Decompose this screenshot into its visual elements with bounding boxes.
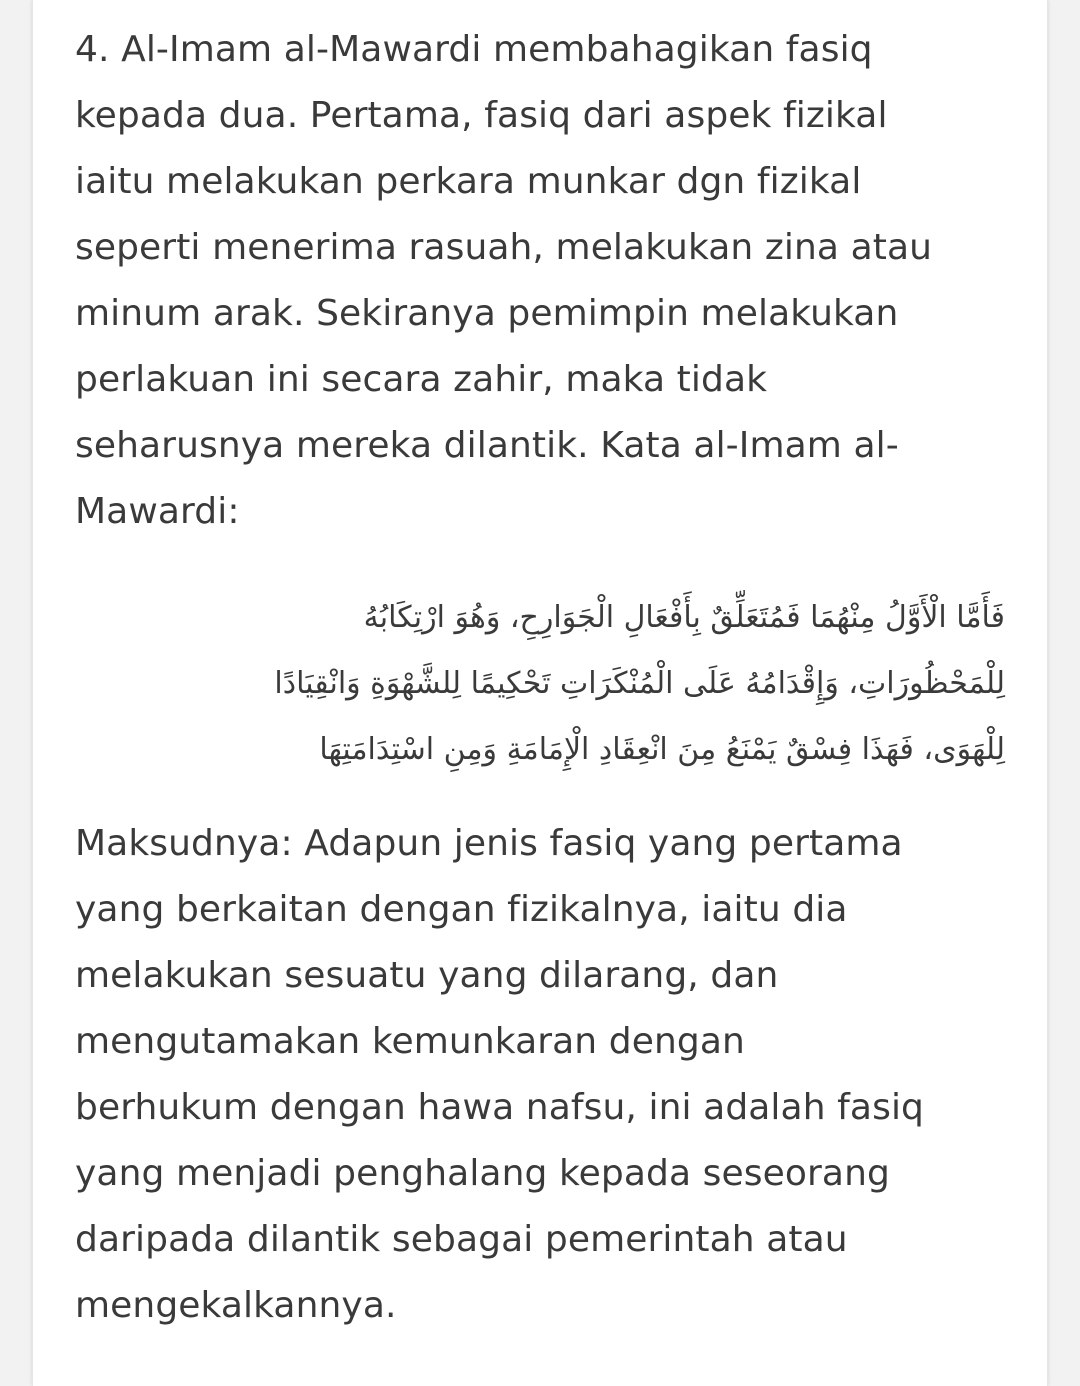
paragraph-translation: Maksudnya: Adapun jenis fasiq yang pertama yang berkaitan dengan fizikalnya, iaitu dia melakukan sesuatu yang dilarang, dan mengutamakan kemunkaran dengan berhukum dengan hawa nafsu, ini adalah fasiq yang menjadi penghalang kepada seseorang daripada dilantik sebagai pemerintah atau mengekalkannya. <box>75 823 924 1326</box>
article-body <box>75 17 1005 1339</box>
article-card <box>32 0 1048 1386</box>
paragraph-explanation: 4. Al-Imam al-Mawardi membahagikan fasiq kepada dua. Pertama, fasiq dari aspek fizikal iaitu melakukan perkara munkar dgn fizikal seperti menerima rasuah, melakukan zina atau minum arak. Sekiranya pemimpin melakukan perlakuan ini secara zahir, maka tidak seharusnya mereka dilantik. Kata al-Imam al- Mawardi: <box>75 29 933 532</box>
arabic-quote: فَأَمَّا الْأَوَّلُ مِنْهُمَا فَمُتَعَلِّقٌ بِأَفْعَالِ الْجَوَارِحِ، وَهُوَ ارْتِكَابُهُ لِلْمَحْظُورَاتِ، وَإِقْدَامُهُ عَلَى الْمُنْكَرَاتِ تَحْكِيمًا لِلشَّهْوَةِ وَانْقِيَادًا لِلْهَوَى، فَهَذَا فِسْقٌ يَمْنَعُ مِنَ انْعِقَادِ الْإِمَامَةِ وَمِنِ اسْتِدَامَتِهَا <box>274 600 1005 767</box>
